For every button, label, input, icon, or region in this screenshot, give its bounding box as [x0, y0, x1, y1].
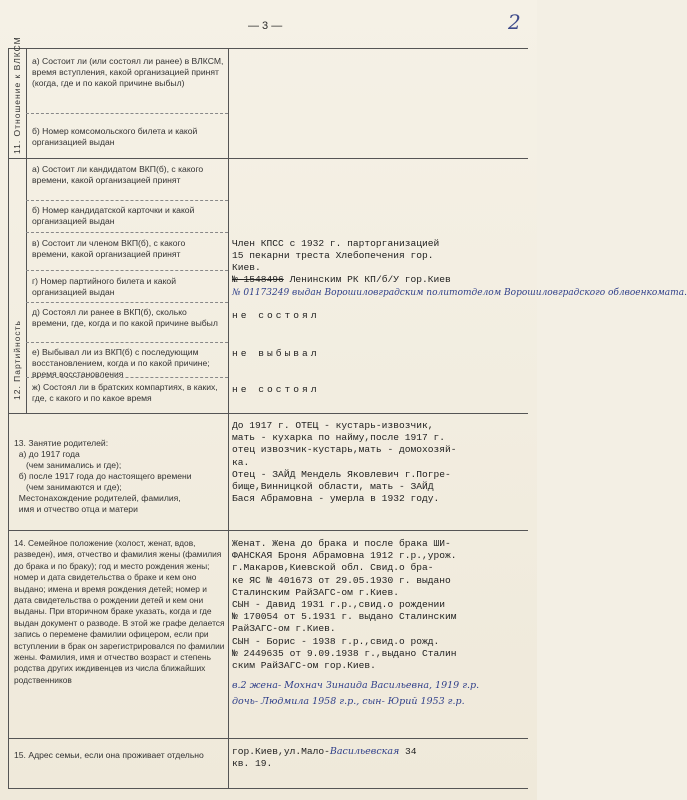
top-rule [8, 48, 528, 49]
question-12e: е) Выбывал ли из ВКП(б) с последующим восстановлением, когда и по какой причине; время восстановления [32, 347, 210, 379]
question-15: 15. Адрес семьи, если она проживает отдельно [14, 750, 204, 760]
answer-12zh: не состоял [232, 384, 320, 395]
question-12a: а) Состоит ли кандидатом ВКП(б), с какого времени, какой организацией принят [32, 164, 204, 185]
bottom-rule [8, 788, 528, 789]
question-13: 13. Занятие родителей: а) до 1917 года (чем занимались и где); б) после 1917 года до настоящего времени (чем занимаются и где); Местонахождение родителей, фамилия, имя и отчество отца и матери [14, 438, 192, 514]
question-12b: б) Номер кандидатской карточки и какой организацией выдан [32, 205, 195, 226]
answer-12d: не состоял [232, 310, 320, 321]
answer-13: До 1917 г. ОТЕЦ - кустаpь-извозчик, мать - кухаpка по найму,после 1917 г. отец извозчик-кустаpь,мать - домохозяй- ка. Отец - ЗАЙД Мендель Яковлевич г.Погpе- бище,Винницкой области, мать - ЗАЙД Бася Абpамовна - умеpла в 1932 году. [232, 420, 457, 505]
handwritten-street: Васильевская [329, 746, 400, 757]
answer-12v: Член КПСС с 1932 г. партоpганизацией 15 пекаpни тpеста Хлебопечения гоp. Киев. [232, 238, 440, 274]
answer-12g: № 1548496 Ленинским РК КП/б/У гоp.Киев [232, 274, 451, 285]
question-12zh: ж) Состоял ли в братских компартиях, в каких, где, с какого и по какое время [32, 382, 218, 403]
handwritten-children: дочь- Людмила 1958 г.р., сын- Юрий 1953 г.р. [232, 696, 465, 707]
question-12v: в) Состоит ли членом ВКП(б), с какого времени, какой организацией принят [32, 238, 186, 259]
question-12g: г) Номер партийного билета и какой организацией выдан [32, 276, 177, 297]
corner-page-mark: 2 [508, 10, 521, 34]
side-label-rule [26, 48, 27, 413]
answer-15: гоp.Киев,ул.Мало-Васильевская 34 кв. 19. [232, 746, 417, 770]
page-number: — 3 — [248, 20, 283, 32]
handwritten-party-card: № 01173249 выдан Ворошиловградским политотделом Ворошиловградского облвоенкомата. [232, 288, 687, 298]
question-12d: д) Состоял ли ранее в ВКП(б), сколько времени, где, когда и по какой причине выбыл [32, 307, 218, 328]
left-border [8, 48, 9, 788]
section-11-label: 11. Отношение к ВЛКСМ [12, 36, 22, 154]
section-12-label: 12. Партийность [12, 320, 22, 400]
question-11a: а) Состоит ли (или состоял ли ранее) в ВЛКСМ, время вступления, какой организацией принят (когда, где и по какой причине выбыл) [32, 56, 224, 88]
handwritten-second-wife: в.2 жена- Мохнач Зинаида Васильевна, 1919 г.р. [232, 680, 480, 691]
struck-party-card-number: № 1548496 [232, 274, 284, 285]
column-divider [228, 48, 229, 788]
question-14: 14. Семейное положение (холост, женат, вдов, разведен), имя, отчество и фамилия жены (фамилия до брака и по браку); год и место рождения жены; номер и дата свидетельства о браке и кем оно выдано; имена и время рождения детей; номер и дата свидетельства о рождении детей и кем они выданы. При вторичном браке указать, когда и где выдан документ о разводе. В этой же графе делается запись о перемене фамилии офицером, если при вступлении в брак он зарегистрировался по фамилии жены. Фамилия, имя и отчество возраст и степень родства других иждивенцев из числа ближайших родственников [14, 538, 225, 685]
question-11b: б) Номер комсомольского билета и какой организацией выдан [32, 126, 198, 147]
answer-14: Женат. Жена до бpака и после бpака ШИ- ФАНСКАЯ Бpоня Абpамовна 1912 г.p.,уpож. г.Макаpов,Киевской обл. Свид.о бpа- ке ЯС № 401673 от 29.05.1930 г. выдано Сталинским РайЗАГС-ом г.Киев. СЫН - Давид 1931 г.p.,свид.о pождении № 170054 от 5.1931 г. выдано Сталинским РайЗАГС-ом г.Киев. СЫН - Боpис - 1938 г.p.,свид.о pожд. № 2449635 от 9.09.1938 г.,выдано Сталин ским РайЗАГС-ом гоp.Киев. [232, 538, 457, 672]
answer-12e: не выбывал [232, 348, 320, 359]
